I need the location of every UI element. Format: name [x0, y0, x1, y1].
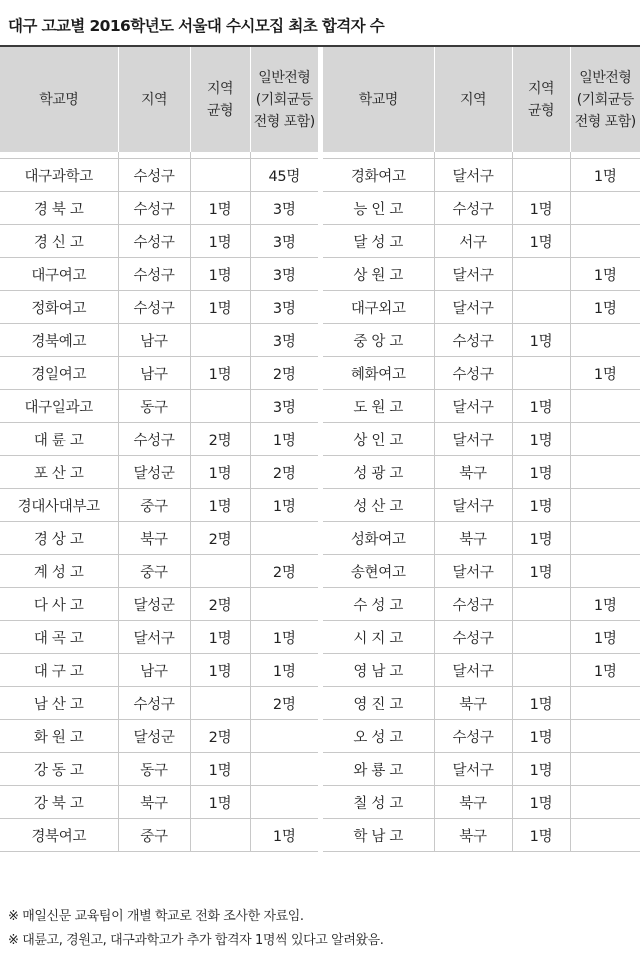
region-cell: 북구 — [118, 786, 190, 819]
table-row — [0, 522, 318, 555]
table-row — [323, 819, 640, 852]
school-cell: 성화여고 — [323, 522, 434, 555]
general-admission-cell: 3명 — [250, 291, 318, 324]
general-admission-cell: 1명 — [570, 621, 640, 654]
general-admission-header — [570, 47, 640, 152]
general-admission-cell — [250, 786, 318, 819]
regional-balance-header — [512, 47, 570, 152]
regional-balance-cell: 1명 — [190, 654, 250, 687]
region-header: 지역 — [434, 47, 512, 152]
table-row — [323, 159, 640, 192]
regional-balance-cell: 1명 — [190, 357, 250, 390]
school-cell: 대구여고 — [0, 258, 118, 291]
school-cell: 상 인 고 — [323, 423, 434, 456]
general-admission-cell — [250, 720, 318, 753]
regional-balance-cell — [512, 291, 570, 324]
regional-balance-cell: 1명 — [190, 786, 250, 819]
region-cell: 북구 — [434, 687, 512, 720]
general-admission-cell: 3명 — [250, 390, 318, 423]
table-row — [0, 687, 318, 720]
school-cell: 송현여고 — [323, 555, 434, 588]
regional-balance-cell: 1명 — [512, 522, 570, 555]
regional-header-line2: 균형 — [527, 102, 555, 119]
general-admission-header — [250, 47, 318, 152]
region-cell: 달성군 — [118, 720, 190, 753]
regional-balance-cell: 1명 — [512, 819, 570, 852]
regional-balance-cell — [512, 588, 570, 621]
general-admission-cell: 45명 — [250, 159, 318, 192]
right-header-row — [323, 47, 640, 152]
regional-balance-cell: 1명 — [512, 720, 570, 753]
general-admission-cell: 1명 — [250, 621, 318, 654]
general-header-line2: (기회균등 — [576, 91, 634, 108]
regional-balance-cell: 1명 — [512, 192, 570, 225]
general-admission-cell — [570, 225, 640, 258]
page-title: 대구 고교별 2016학년도 서울대 수시모집 최초 합격자 수 — [8, 17, 385, 35]
general-admission-cell — [570, 489, 640, 522]
general-admission-cell: 1명 — [250, 489, 318, 522]
table-row — [323, 456, 640, 489]
table-row — [323, 423, 640, 456]
school-cell: 경대사대부고 — [0, 489, 118, 522]
regional-header-line1: 지역 — [206, 80, 234, 97]
general-admission-cell — [570, 819, 640, 852]
region-cell: 수성구 — [434, 324, 512, 357]
region-cell: 수성구 — [434, 621, 512, 654]
regional-balance-cell — [190, 687, 250, 720]
general-admission-cell: 3명 — [250, 324, 318, 357]
regional-balance-cell — [512, 654, 570, 687]
regional-balance-cell: 1명 — [190, 456, 250, 489]
table-row — [0, 390, 318, 423]
regional-balance-cell — [190, 819, 250, 852]
regional-balance-cell: 1명 — [512, 489, 570, 522]
regional-balance-cell: 1명 — [190, 291, 250, 324]
general-admission-cell: 1명 — [570, 588, 640, 621]
regional-balance-header — [190, 47, 250, 152]
general-admission-cell — [570, 687, 640, 720]
regional-balance-cell: 1명 — [512, 753, 570, 786]
general-admission-cell — [570, 423, 640, 456]
table-row — [323, 555, 640, 588]
region-cell: 달서구 — [434, 390, 512, 423]
region-cell: 북구 — [434, 456, 512, 489]
region-cell: 수성구 — [434, 357, 512, 390]
general-admission-cell: 1명 — [570, 654, 640, 687]
school-cell: 경일여고 — [0, 357, 118, 390]
table-row — [323, 489, 640, 522]
footnote: ※ 매일신문 교육팀이 개별 학교로 전화 조사한 자료임. — [8, 909, 304, 924]
general-admission-cell: 1명 — [570, 291, 640, 324]
school-header: 학교명 — [0, 47, 118, 152]
region-cell: 달성군 — [118, 456, 190, 489]
region-cell: 달서구 — [118, 621, 190, 654]
table-row — [323, 225, 640, 258]
table-row — [0, 555, 318, 588]
right-table — [323, 47, 640, 852]
regional-balance-cell: 1명 — [190, 258, 250, 291]
school-cell: 대 구 고 — [0, 654, 118, 687]
regional-balance-cell — [512, 258, 570, 291]
table-row — [0, 456, 318, 489]
regional-balance-cell: 1명 — [512, 324, 570, 357]
school-cell: 경북예고 — [0, 324, 118, 357]
school-cell: 경화여고 — [323, 159, 434, 192]
school-cell: 경 상 고 — [0, 522, 118, 555]
school-cell: 능 인 고 — [323, 192, 434, 225]
regional-header-line2: 균형 — [206, 102, 234, 119]
school-cell: 혜화여고 — [323, 357, 434, 390]
school-header: 학교명 — [323, 47, 434, 152]
region-cell: 남구 — [118, 357, 190, 390]
table-row — [0, 324, 318, 357]
school-cell: 달 성 고 — [323, 225, 434, 258]
general-header-line3: 전형 포함) — [253, 113, 315, 130]
school-cell: 대 륜 고 — [0, 423, 118, 456]
general-admission-cell: 1명 — [250, 654, 318, 687]
general-admission-cell: 3명 — [250, 225, 318, 258]
table-row — [323, 522, 640, 555]
general-admission-cell — [250, 753, 318, 786]
general-admission-cell: 2명 — [250, 555, 318, 588]
region-cell: 동구 — [118, 753, 190, 786]
general-admission-cell — [570, 720, 640, 753]
general-admission-cell: 1명 — [570, 357, 640, 390]
general-admission-cell — [570, 192, 640, 225]
regional-balance-cell: 1명 — [190, 621, 250, 654]
school-cell: 다 사 고 — [0, 588, 118, 621]
school-cell: 강 동 고 — [0, 753, 118, 786]
table-row — [0, 819, 318, 852]
regional-balance-cell: 2명 — [190, 423, 250, 456]
region-cell: 중구 — [118, 555, 190, 588]
regional-balance-cell: 1명 — [190, 192, 250, 225]
table-row — [323, 357, 640, 390]
general-admission-cell: 2명 — [250, 687, 318, 720]
table-row — [323, 291, 640, 324]
school-cell: 남 산 고 — [0, 687, 118, 720]
table-row — [0, 786, 318, 819]
table-row — [0, 720, 318, 753]
regional-balance-cell: 2명 — [190, 720, 250, 753]
table-row — [0, 225, 318, 258]
regional-balance-cell — [512, 621, 570, 654]
region-cell: 수성구 — [118, 192, 190, 225]
school-cell: 영 남 고 — [323, 654, 434, 687]
region-cell: 서구 — [434, 225, 512, 258]
region-cell: 수성구 — [434, 720, 512, 753]
table-row — [0, 654, 318, 687]
footnotes — [8, 905, 384, 953]
general-admission-cell — [570, 390, 640, 423]
school-cell: 성 산 고 — [323, 489, 434, 522]
region-cell: 수성구 — [118, 159, 190, 192]
general-admission-cell — [570, 753, 640, 786]
region-cell: 수성구 — [434, 588, 512, 621]
school-cell: 포 산 고 — [0, 456, 118, 489]
regional-balance-cell — [190, 555, 250, 588]
general-header-line2: (기회균등 — [255, 91, 313, 108]
general-header-line1: 일반전형 — [579, 69, 632, 86]
regional-balance-cell: 1명 — [512, 786, 570, 819]
table-row — [323, 687, 640, 720]
school-cell: 오 성 고 — [323, 720, 434, 753]
general-admission-cell — [250, 588, 318, 621]
table-row — [0, 489, 318, 522]
region-cell: 중구 — [118, 819, 190, 852]
region-cell: 달성군 — [118, 588, 190, 621]
school-cell: 학 남 고 — [323, 819, 434, 852]
table-row — [0, 192, 318, 225]
regional-balance-cell — [190, 159, 250, 192]
region-cell: 달서구 — [434, 291, 512, 324]
general-admission-cell — [570, 555, 640, 588]
table-row — [0, 423, 318, 456]
left-table — [0, 47, 318, 852]
region-cell: 북구 — [434, 522, 512, 555]
school-cell: 수 성 고 — [323, 588, 434, 621]
regional-balance-cell: 1명 — [512, 687, 570, 720]
region-cell: 수성구 — [118, 687, 190, 720]
school-cell: 대구일과고 — [0, 390, 118, 423]
table-row — [323, 588, 640, 621]
school-cell: 경 신 고 — [0, 225, 118, 258]
table-row — [323, 720, 640, 753]
regional-balance-cell: 1명 — [512, 423, 570, 456]
regional-balance-cell: 1명 — [190, 489, 250, 522]
general-admission-cell: 2명 — [250, 456, 318, 489]
region-cell: 달서구 — [434, 258, 512, 291]
general-header-line1: 일반전형 — [258, 69, 311, 86]
general-admission-cell: 1명 — [250, 423, 318, 456]
region-cell: 수성구 — [118, 423, 190, 456]
table-row — [323, 192, 640, 225]
region-cell: 북구 — [118, 522, 190, 555]
school-cell: 중 앙 고 — [323, 324, 434, 357]
school-cell: 화 원 고 — [0, 720, 118, 753]
table-row — [323, 753, 640, 786]
region-cell: 동구 — [118, 390, 190, 423]
regional-balance-cell: 1명 — [512, 456, 570, 489]
regional-balance-cell: 1명 — [512, 225, 570, 258]
region-cell: 수성구 — [118, 291, 190, 324]
general-admission-cell — [570, 324, 640, 357]
table-row — [323, 390, 640, 423]
regional-balance-cell: 1명 — [512, 555, 570, 588]
school-cell: 경 북 고 — [0, 192, 118, 225]
general-admission-cell: 1명 — [250, 819, 318, 852]
left-header-row — [0, 47, 318, 152]
general-admission-cell — [570, 522, 640, 555]
region-cell: 북구 — [434, 819, 512, 852]
table-row — [0, 621, 318, 654]
regional-balance-cell: 1명 — [190, 225, 250, 258]
school-cell: 강 북 고 — [0, 786, 118, 819]
general-admission-cell: 3명 — [250, 258, 318, 291]
region-cell: 남구 — [118, 654, 190, 687]
table-row — [323, 654, 640, 687]
school-cell: 대구외고 — [323, 291, 434, 324]
table-row — [0, 588, 318, 621]
general-admission-cell: 1명 — [570, 159, 640, 192]
footnote: ※ 대륜고, 경원고, 대구과학고가 추가 합격자 1명씩 있다고 알려왔음. — [8, 933, 384, 948]
regional-balance-cell: 1명 — [190, 753, 250, 786]
regional-balance-cell — [512, 357, 570, 390]
school-cell: 계 성 고 — [0, 555, 118, 588]
regional-balance-cell — [512, 159, 570, 192]
table-row — [323, 324, 640, 357]
region-cell: 수성구 — [434, 192, 512, 225]
region-cell: 달서구 — [434, 555, 512, 588]
general-admission-cell: 1명 — [570, 258, 640, 291]
school-cell: 영 진 고 — [323, 687, 434, 720]
general-header-line3: 전형 포함) — [574, 113, 636, 130]
region-cell: 달서구 — [434, 489, 512, 522]
general-admission-cell: 2명 — [250, 357, 318, 390]
table-row — [0, 357, 318, 390]
regional-balance-cell: 2명 — [190, 522, 250, 555]
general-admission-cell — [250, 522, 318, 555]
region-header: 지역 — [118, 47, 190, 152]
region-cell: 달서구 — [434, 753, 512, 786]
regional-balance-cell: 2명 — [190, 588, 250, 621]
school-cell: 칠 성 고 — [323, 786, 434, 819]
region-cell: 수성구 — [118, 258, 190, 291]
school-cell: 성 광 고 — [323, 456, 434, 489]
table-row — [323, 786, 640, 819]
school-cell: 대 곡 고 — [0, 621, 118, 654]
region-cell: 수성구 — [118, 225, 190, 258]
school-cell: 와 룡 고 — [323, 753, 434, 786]
region-cell: 달서구 — [434, 423, 512, 456]
region-cell: 북구 — [434, 786, 512, 819]
table-row — [0, 291, 318, 324]
school-cell: 대구과학고 — [0, 159, 118, 192]
regional-balance-cell — [190, 390, 250, 423]
region-cell: 중구 — [118, 489, 190, 522]
table-row — [0, 753, 318, 786]
general-admission-cell — [570, 786, 640, 819]
general-admission-cell — [570, 456, 640, 489]
school-cell: 정화여고 — [0, 291, 118, 324]
regional-balance-cell — [190, 324, 250, 357]
region-cell: 달서구 — [434, 654, 512, 687]
school-cell: 시 지 고 — [323, 621, 434, 654]
school-cell: 도 원 고 — [323, 390, 434, 423]
regional-header-line1: 지역 — [527, 80, 555, 97]
regional-balance-cell: 1명 — [512, 390, 570, 423]
school-cell: 상 원 고 — [323, 258, 434, 291]
general-admission-cell: 3명 — [250, 192, 318, 225]
table-row — [0, 159, 318, 192]
school-cell: 경북여고 — [0, 819, 118, 852]
table-row — [0, 258, 318, 291]
table-row — [323, 258, 640, 291]
table-row — [323, 621, 640, 654]
region-cell: 달서구 — [434, 159, 512, 192]
region-cell: 남구 — [118, 324, 190, 357]
